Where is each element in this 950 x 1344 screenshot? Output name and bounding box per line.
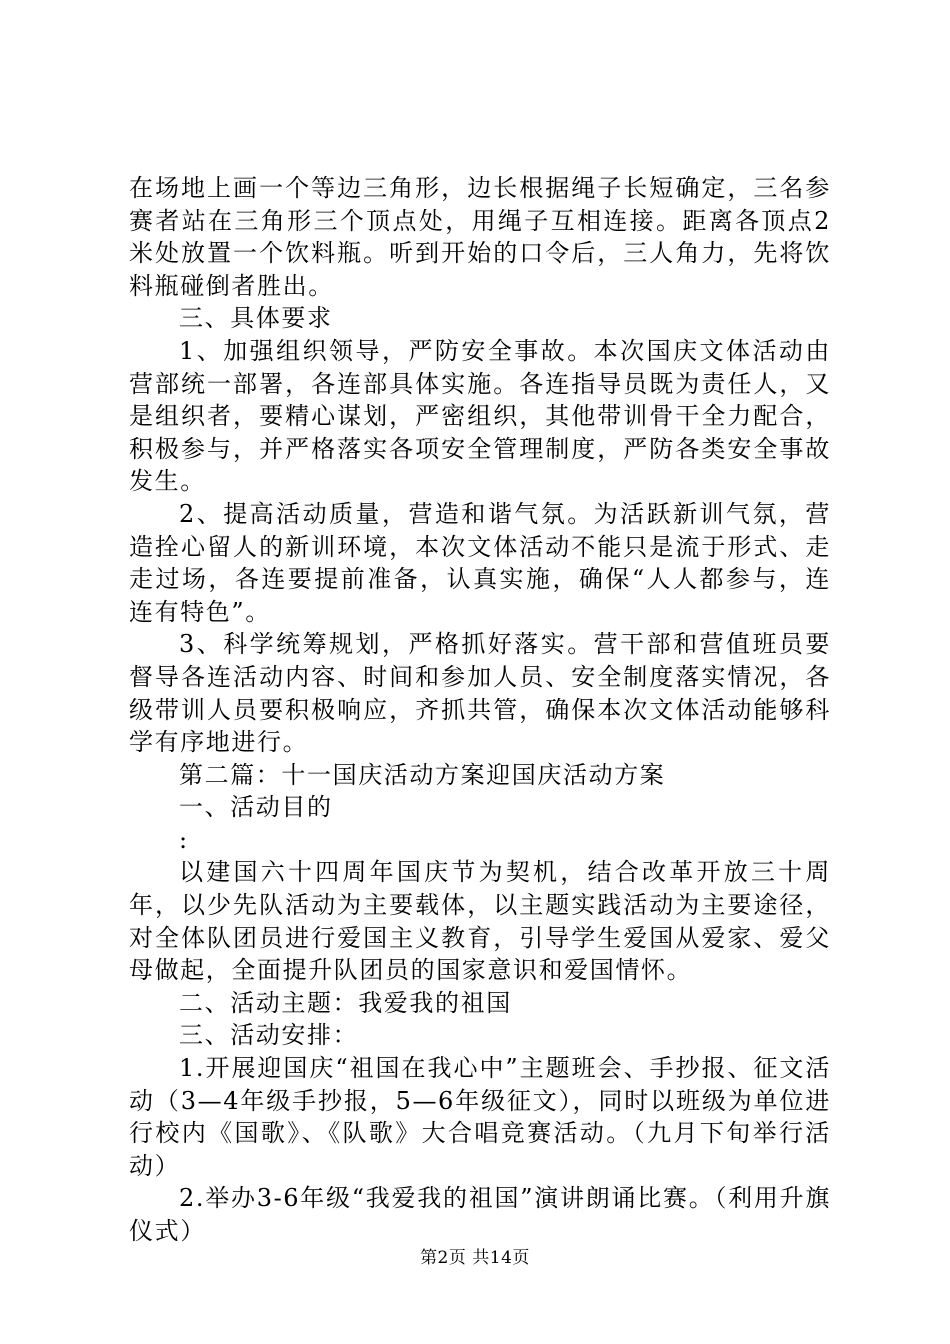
paragraph-colon: : [179,825,189,854]
paragraph-arrangement-2: 2.举办3-6年级“我爱我的祖国”演讲朗诵比赛。（利用升旗仪式） [129,1184,831,1245]
section-heading-part-two: 第二篇：十一国庆活动方案迎国庆活动方案 [179,760,666,789]
paragraph-game-rules: 在场地上画一个等边三角形，边长根据绳子长短确定，三名参赛者站在三角形三个顶点处，用绳子互相连接。距离各顶点2米处放置一个饮料瓶。听到开始的口令后，三人角力，先将饮料瓶碰倒者胜出。 [129,174,831,300]
paragraph-activity-purpose: 以建国六十四周年国庆节为契机，结合改革开放三十周年，以少先队活动为主要载体，以主题实践活动为主要途径，对全体队团员进行爱国主义教育，引导学生爱国从爱家、爱父母做起，全面提升队团员的国家意识和爱国情怀。 [129,858,831,985]
page-number-label: 第2页 共14页 [420,1248,530,1268]
section-heading-activity-purpose: 一、活动目的 [179,793,333,822]
paragraph-requirement-1: 1、加强组织领导，严防安全事故。本次国庆文体活动由营部统一部署，各连部具体实施。各连指导员既为责任人，又是组织者，要精心谋划，严密组织，其他带训骨干全力配合，积极参与，并严格落实各项安全管理制度，严防各类安全事故发生。 [129,336,831,496]
section-heading-specific-requirements: 三、具体要求 [179,304,333,333]
paragraph-requirement-2: 2、提高活动质量，营造和谐气氛。为活跃新训气氛，营造拴心留人的新训环境，本次文体活动不能只是流于形式、走走过场，各连要提前准备，认真实施，确保“人人都参与，连连有特色”。 [129,499,831,626]
section-heading-activity-theme: 二、活动主题：我爱我的祖国 [179,988,512,1017]
paragraph-arrangement-1: 1.开展迎国庆“祖国在我心中”主题班会、手抄报、征文活动（3—4年级手抄报，5—6年级征文），同时以班级为单位进行校内《国歌》、《队歌》大合唱竞赛活动。（九月下旬举行活动） [129,1054,831,1180]
section-heading-activity-arrangement: 三、活动安排： [179,1021,359,1050]
page-footer [0,1243,950,1268]
paragraph-requirement-3: 3、科学统筹规划，严格抓好落实。营干部和营值班员要督导各连活动内容、时间和参加人员、安全制度落实情况，各级带训人员要积极响应，齐抓共管，确保本次文体活动能够科学有序地进行。 [129,630,831,757]
document-body [129,172,831,1248]
